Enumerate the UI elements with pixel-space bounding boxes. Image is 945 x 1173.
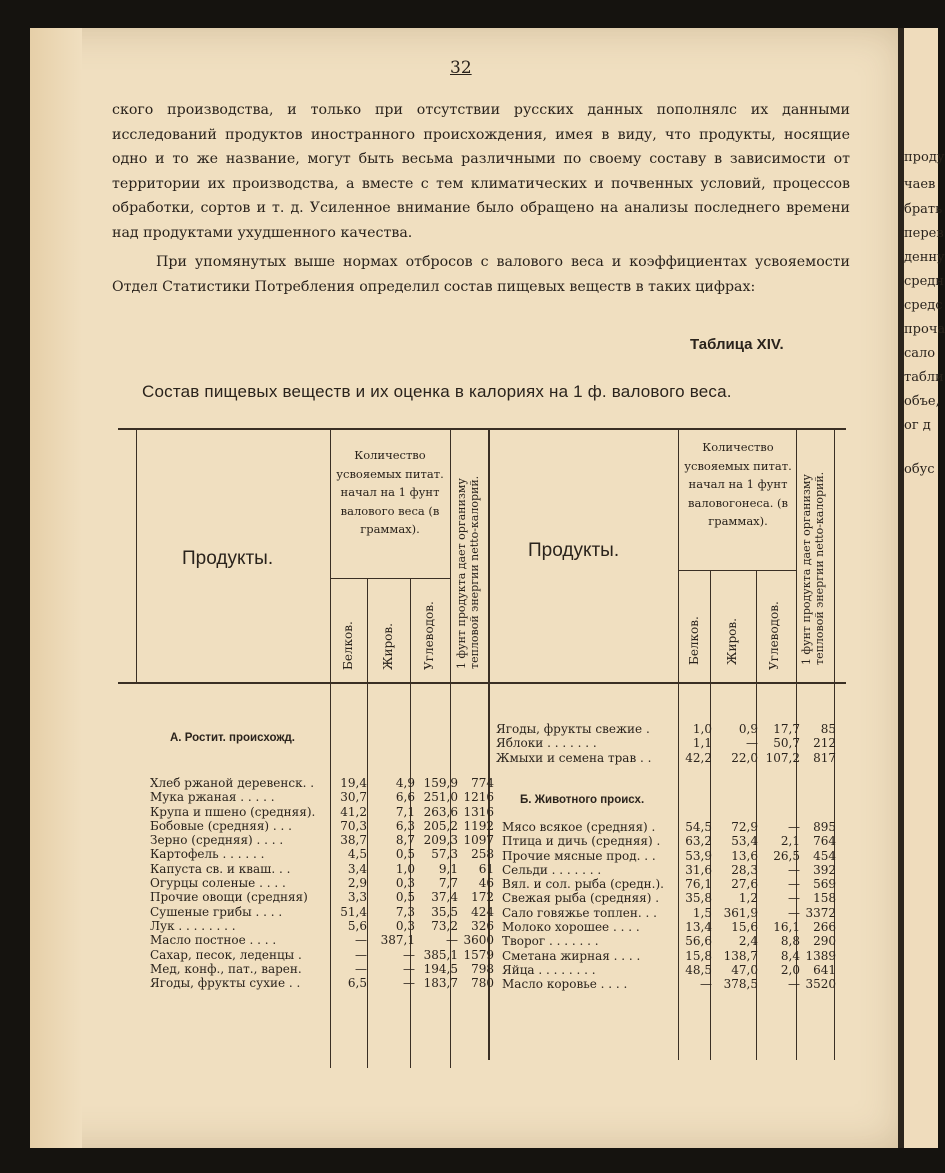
carbs-value: — — [788, 862, 800, 877]
calories-value: 258 — [471, 847, 494, 862]
product-name: Птица и дичь (средняя) . — [502, 834, 661, 849]
proteins-value: — — [700, 977, 712, 992]
proteins-value: 13,4 — [685, 920, 712, 935]
calories-value: 85 — [820, 722, 836, 736]
calories-value: 1097 — [463, 833, 494, 848]
proteins-value: 2,9 — [347, 876, 367, 891]
fats-value: 6,6 — [395, 790, 415, 805]
header-products-right: Продукты. — [528, 540, 620, 561]
proteins-value: 19,4 — [340, 776, 367, 790]
table-label: Таблица XIV. — [690, 336, 784, 353]
fats-value: 13,6 — [731, 848, 758, 863]
carbs-value: 7,7 — [438, 876, 458, 891]
proteins-value: 48,5 — [685, 962, 712, 977]
section-animal-origin: Б. Животного происх. — [520, 794, 645, 806]
carbs-value: 2,1 — [780, 834, 800, 849]
proteins-value: 1,5 — [692, 905, 712, 920]
product-name: Ягоды, фрукты свежие . — [496, 722, 650, 736]
carbs-value: 251,0 — [423, 790, 458, 805]
product-name: Творог . . . . . . . — [502, 934, 599, 949]
fats-value: 1,2 — [738, 891, 758, 906]
carbs-value: — — [788, 891, 800, 906]
fats-value: 138,7 — [723, 948, 758, 963]
proteins-value: — — [355, 933, 367, 948]
carbs-value: — — [446, 933, 458, 948]
fats-value: 8,7 — [395, 833, 415, 848]
proteins-value: 63,2 — [685, 834, 712, 849]
calories-value: 3372 — [805, 905, 836, 920]
carbs-value: 194,5 — [423, 961, 458, 976]
table-row — [150, 933, 494, 948]
table-row — [502, 949, 838, 963]
calories-value: 764 — [813, 834, 836, 849]
fats-value: 27,6 — [731, 877, 758, 892]
table-row — [150, 818, 494, 833]
header-carbs-left: Углеводов. — [422, 601, 436, 670]
product-name: Жмыхи и семена трав . . — [496, 750, 652, 765]
product-name: Мед, конф., пат., варен. — [150, 961, 302, 976]
product-name: Яйца . . . . . . . . — [502, 962, 596, 977]
product-name: Картофель . . . . . . — [150, 847, 265, 862]
fats-value: 0,3 — [395, 876, 415, 891]
carbs-value: 8,8 — [780, 934, 800, 949]
fats-value: 7,3 — [395, 904, 415, 919]
fats-value: 22,0 — [731, 750, 758, 765]
calories-value: 3520 — [805, 977, 836, 992]
fats-value: 47,0 — [731, 962, 758, 977]
next-page-text-fragment: брать — [904, 202, 943, 217]
fats-value: 28,3 — [731, 862, 758, 877]
product-name: Мука ржаная . . . . . — [150, 790, 275, 805]
carbs-value: 9,1 — [438, 861, 458, 876]
fats-value: 72,9 — [731, 820, 758, 834]
proteins-value: 35,8 — [685, 891, 712, 906]
fats-value: 387,1 — [380, 933, 415, 948]
proteins-value: 42,2 — [685, 750, 712, 765]
fats-value: — — [746, 736, 758, 751]
proteins-value: 6,5 — [347, 976, 367, 991]
fats-value: 7,1 — [395, 804, 415, 819]
header-carbs-right: Углеводов. — [767, 601, 781, 670]
carbs-value: 73,2 — [431, 918, 458, 933]
proteins-value: 31,6 — [685, 862, 712, 877]
table-row — [496, 751, 836, 765]
body-paragraph-1 — [112, 98, 850, 245]
product-name: Сахар, песок, леденцы . — [150, 947, 302, 962]
table-left-border — [136, 430, 137, 682]
fats-value: 1,0 — [395, 861, 415, 876]
product-name: Прочие мясные прод. . . — [502, 848, 656, 863]
calories-value: 1579 — [463, 947, 494, 962]
carbs-value: 16,1 — [773, 920, 800, 935]
proteins-value: 51,4 — [340, 904, 367, 919]
table-row — [150, 833, 494, 848]
product-name: Ягоды, фрукты сухие . . — [150, 976, 301, 991]
fats-value: — — [403, 961, 415, 976]
calories-value: 1389 — [805, 948, 836, 963]
section-plant-origin: А. Ростит. происхожд. — [170, 732, 296, 744]
carbs-value: 50,7 — [773, 736, 800, 751]
header-products-left: Продукты. — [182, 548, 274, 569]
calories-value: 569 — [813, 877, 836, 892]
proteins-value: 30,7 — [340, 790, 367, 805]
carbs-value: 263,6 — [423, 804, 458, 819]
calories-value: 1216 — [463, 790, 494, 805]
carbs-value: 17,7 — [773, 722, 800, 736]
next-page-text-fragment: средн — [904, 274, 944, 289]
carbs-value: 37,4 — [431, 890, 458, 905]
table-title: Состав пищевых веществ и их оценка в калориях на 1 ф. валового веса. — [142, 382, 732, 401]
table-rows-plant — [150, 776, 494, 991]
table-row — [502, 920, 838, 934]
table-row — [150, 790, 494, 805]
carbs-value: — — [788, 877, 800, 892]
header-proteins-left: Белков. — [341, 621, 355, 670]
fats-value: — — [403, 976, 415, 991]
next-page-text-fragment: проча — [904, 322, 945, 337]
fats-value: 361,9 — [723, 905, 758, 920]
calories-value: 326 — [471, 918, 494, 933]
fats-value: 0,3 — [395, 918, 415, 933]
calories-value: 46 — [478, 876, 494, 891]
header-calories-right: 1 фунт продукта дает организму тепловой энергии netto-калорий. — [800, 471, 826, 665]
proteins-value: 3,3 — [347, 890, 367, 905]
proteins-value: — — [355, 961, 367, 976]
header-fats-right: Жиров. — [725, 618, 739, 665]
product-name: Молоко хорошее . . . . — [502, 920, 640, 935]
next-page-text-fragment: ог д — [904, 418, 931, 433]
product-name: Огурцы соленые . . . . — [150, 876, 286, 891]
table-row — [150, 890, 494, 905]
product-name: Масло коровье . . . . — [502, 977, 628, 992]
product-name: Сушеные грибы . . . . — [150, 904, 283, 919]
fats-value: 53,4 — [731, 834, 758, 849]
next-page-text-fragment: чаев — [904, 177, 936, 192]
qty-sub-rule-right — [678, 570, 796, 571]
table-row — [150, 961, 494, 976]
proteins-value: 3,4 — [347, 861, 367, 876]
calories-value: 780 — [471, 976, 494, 991]
paragraph-text: При упомянутых выше нормах отбросов с валового веса и коэффициентах усвояемости Отдел Статистики Потребления определил состав пищевых веществ в таких цифрах: — [112, 254, 850, 295]
carbs-value: 209,3 — [423, 833, 458, 848]
table-row — [502, 820, 838, 834]
table-row — [150, 847, 494, 862]
header-bottom-rule — [118, 682, 846, 684]
product-name: Сельди . . . . . . . — [502, 862, 602, 877]
fats-value: 0,5 — [395, 847, 415, 862]
carbs-value: 385,1 — [423, 947, 458, 962]
product-name: Вял. и сол. рыба (средн.). — [502, 877, 664, 892]
carbs-value: 26,5 — [773, 848, 800, 863]
fats-value: 2,4 — [738, 934, 758, 949]
header-quantity-left: Количество усвояемых питат. начал на 1 фунт валового веса (в граммах). — [336, 448, 444, 536]
proteins-value: 1,1 — [692, 736, 712, 751]
table-row — [502, 849, 838, 863]
next-page-fragment — [904, 28, 945, 1148]
calories-value: 454 — [813, 848, 836, 863]
carbs-value: — — [788, 977, 800, 992]
proteins-value: 53,9 — [685, 848, 712, 863]
next-page-text-fragment: сало — [904, 346, 936, 361]
paragraph-text: ского производства, и только при отсутствии русских данных пополнялс их данными исследований продуктов иностранного происхождения, имея в виду, что продукты, носящие одно и то же название, могут быть весьма различными по своему составу в зависимости от территории их производства, а вместе с тем климатических и почвенных условий, процессов обработки, сортов и т. д. Усиленное внимание было обращено на анализы последнего времени над продуктами ухудшенного качества. — [112, 102, 850, 241]
table-row — [150, 776, 494, 790]
table-row — [502, 834, 838, 848]
proteins-value: 76,1 — [685, 877, 712, 892]
table-row — [502, 963, 838, 977]
carbs-value: 183,7 — [423, 976, 458, 991]
table-row — [502, 891, 838, 905]
calories-value: 61 — [478, 861, 494, 876]
table-top-rule — [118, 428, 846, 430]
product-name: Мясо всякое (средняя) . — [502, 820, 656, 834]
table-row — [502, 934, 838, 948]
proteins-value: 70,3 — [340, 818, 367, 833]
next-page-text-fragment: перев — [904, 226, 944, 241]
carbs-value: 159,9 — [423, 776, 458, 790]
carbs-value: — — [788, 820, 800, 834]
next-page-text-fragment: проду — [904, 150, 945, 165]
calories-value: 798 — [471, 961, 494, 976]
calories-value: 158 — [813, 891, 836, 906]
carbs-value: 8,4 — [780, 948, 800, 963]
fats-value: 15,6 — [731, 920, 758, 935]
fats-value: 6,3 — [395, 818, 415, 833]
table-row — [502, 906, 838, 920]
next-page-text-fragment: обус — [904, 462, 935, 477]
carbs-value: 107,2 — [765, 750, 800, 765]
header-quantity-right: Количество усвояемых питат. начал на 1 фунт валовогонеса. (в граммах). — [684, 440, 792, 528]
next-page-text-fragment: денну — [904, 250, 945, 265]
fats-value: 0,9 — [738, 722, 758, 736]
calories-value: 290 — [813, 934, 836, 949]
table-rows-animal — [502, 820, 838, 992]
calories-value: 1192 — [463, 818, 494, 833]
calories-value: 266 — [813, 920, 836, 935]
table-row — [150, 861, 494, 876]
calories-value: 641 — [813, 962, 836, 977]
proteins-value: 54,5 — [685, 820, 712, 834]
product-name: Хлеб ржаной деревенск. . — [150, 776, 315, 790]
calories-value: 3600 — [463, 933, 494, 948]
table-row — [150, 804, 494, 819]
table-row — [502, 863, 838, 877]
table-row — [496, 736, 836, 750]
fats-value: — — [403, 947, 415, 962]
product-name: Бобовые (средняя) . . . — [150, 818, 292, 833]
table-row — [150, 918, 494, 933]
table-row — [496, 722, 836, 736]
product-name: Капуста св. и кваш. . . — [150, 861, 291, 876]
product-name: Сало говяжье топлен. . . — [502, 905, 657, 920]
table-row — [150, 876, 494, 891]
product-name: Лук . . . . . . . . — [150, 918, 236, 933]
header-proteins-right: Белков. — [687, 616, 701, 665]
carbs-value: 2,0 — [780, 962, 800, 977]
proteins-value: 4,5 — [347, 847, 367, 862]
header-calories-left: 1 фунт продукта дает организму тепловой энергии netto-калорий. — [455, 475, 481, 669]
carbs-value: 35,5 — [431, 904, 458, 919]
proteins-value: 41,2 — [340, 804, 367, 819]
proteins-value: 38,7 — [340, 833, 367, 848]
table-rows-plant-continued — [496, 722, 836, 765]
qty-sub-rule-left — [330, 578, 450, 579]
product-name: Прочие овощи (средняя) — [150, 890, 308, 905]
calories-value: 172 — [471, 890, 494, 905]
next-page-text-fragment: объе, — [904, 394, 940, 409]
next-page-text-fragment: табли — [904, 370, 944, 385]
header-fats-left: Жиров. — [381, 623, 395, 670]
calories-value: 774 — [471, 776, 494, 790]
calories-value: 817 — [813, 750, 836, 765]
table-row — [150, 976, 494, 991]
proteins-value: 5,6 — [347, 918, 367, 933]
calories-value: 895 — [813, 820, 836, 834]
product-name: Сметана жирная . . . . — [502, 948, 641, 963]
proteins-value: 1,0 — [692, 722, 712, 736]
proteins-value: 15,8 — [685, 948, 712, 963]
fats-value: 378,5 — [723, 977, 758, 992]
proteins-value: — — [355, 947, 367, 962]
calories-value: 1316 — [463, 804, 494, 819]
carbs-value: — — [788, 905, 800, 920]
next-page-text-fragment: средс — [904, 298, 943, 313]
page-left-edge — [30, 28, 82, 1148]
fats-value: 4,9 — [395, 776, 415, 790]
calories-value: 392 — [813, 862, 836, 877]
table-row — [502, 877, 838, 891]
calories-value: 212 — [813, 736, 836, 751]
product-name: Зерно (средняя) . . . . — [150, 833, 284, 848]
product-name: Крупа и пшено (средняя). — [150, 804, 316, 819]
product-name: Яблоки . . . . . . . — [496, 736, 597, 751]
product-name: Свежая рыба (средняя) . — [502, 891, 660, 906]
table-row — [502, 977, 838, 991]
proteins-value: 56,6 — [685, 934, 712, 949]
body-paragraph-2 — [112, 250, 850, 299]
fats-value: 0,5 — [395, 890, 415, 905]
carbs-value: 205,2 — [423, 818, 458, 833]
table-row — [150, 947, 494, 962]
page-number: 32 — [450, 58, 472, 78]
calories-value: 424 — [471, 904, 494, 919]
product-name: Масло постное . . . . — [150, 933, 277, 948]
table-row — [150, 904, 494, 919]
carbs-value: 57,3 — [431, 847, 458, 862]
